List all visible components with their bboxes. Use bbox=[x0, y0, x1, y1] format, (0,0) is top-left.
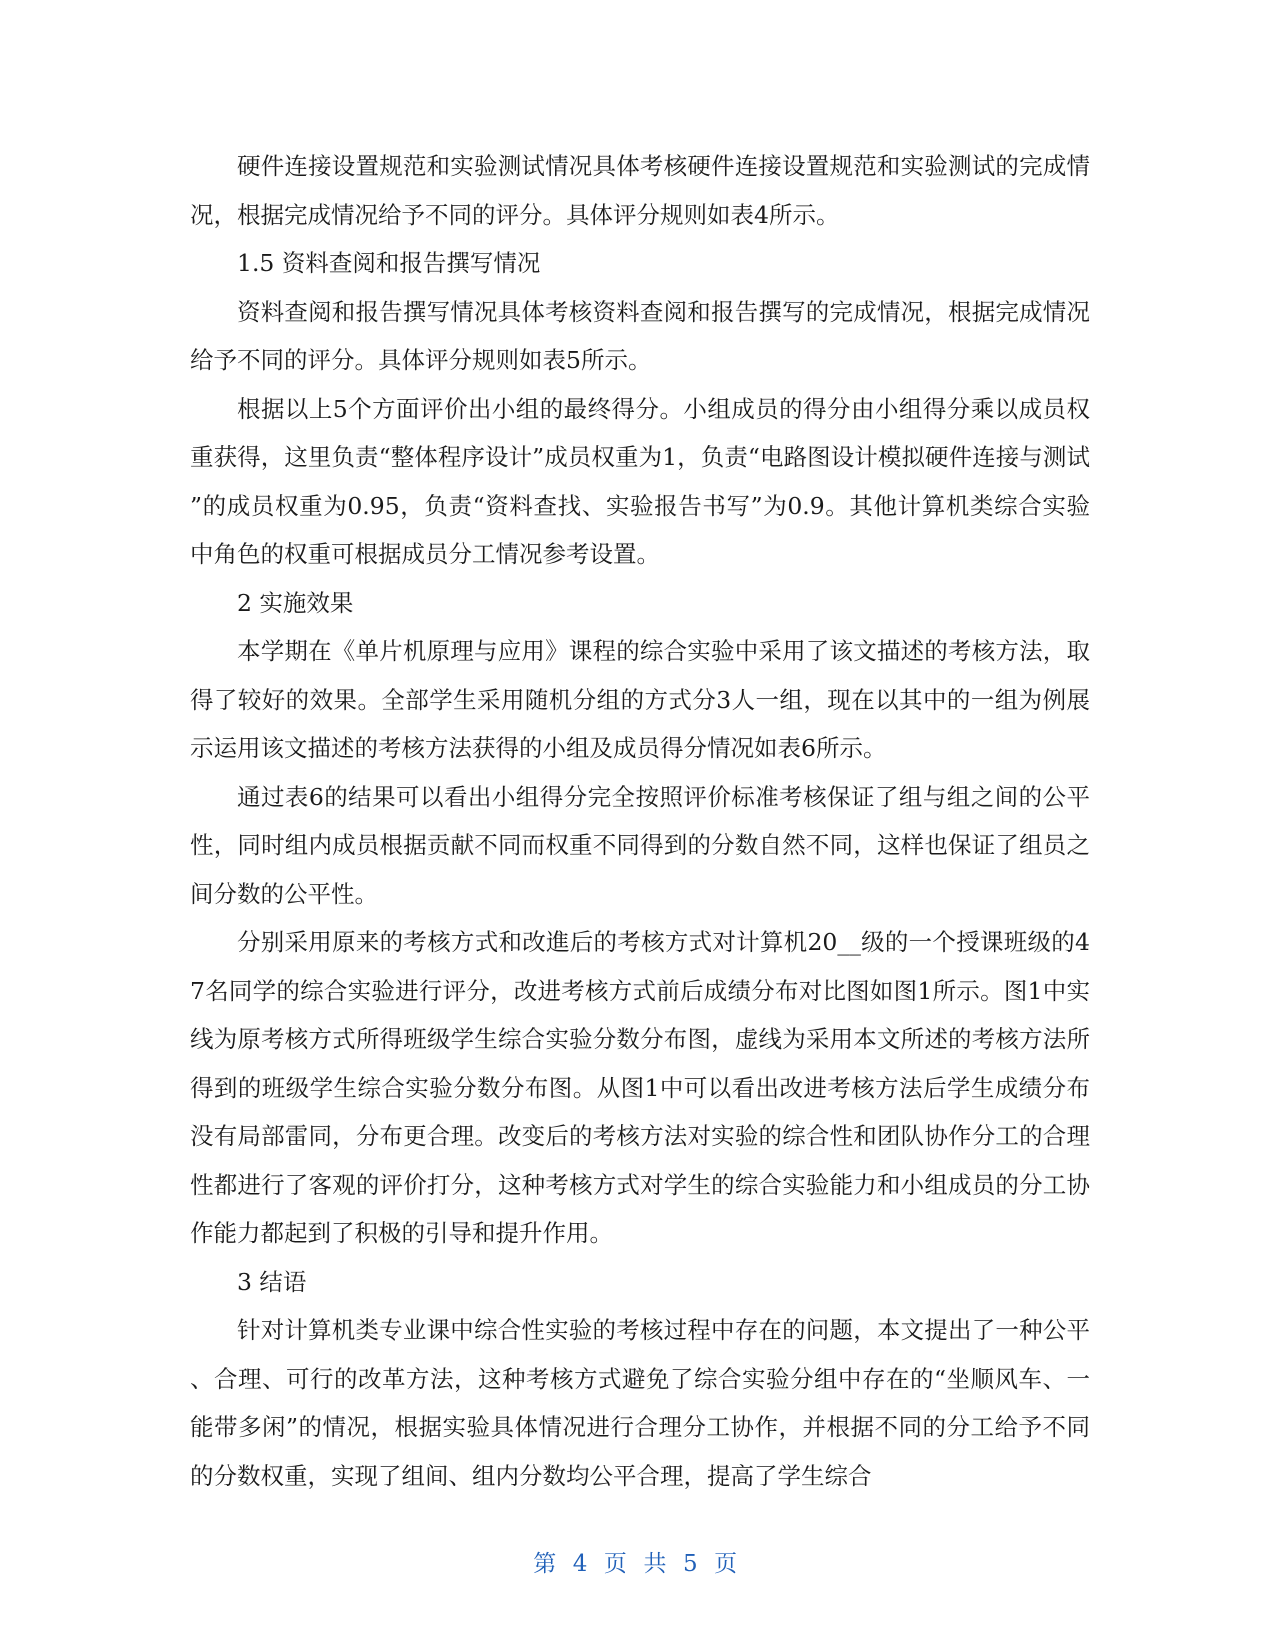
body-paragraph: 根据以上5个方面评价出小组的最终得分。小组成员的得分由小组得分乘以成员权重获得，这里负责“整体程序设计”成员权重为1，负责“电路图设计模拟硬件连接与测试”的成员权重为0.95，负责“资料查找、实验报告书写”为0.9。其他计算机类综合实验中角色的权重可根据成员分工情况参考设置。 bbox=[190, 394, 1090, 568]
page-number-label: 第 4 页 共 5 页 bbox=[533, 1551, 742, 1577]
body-paragraph: 针对计算机类专业课中综合性实验的考核过程中存在的问题，本文提出了一种公平、合理、可行的改革方法，这种考核方式避免了综合实验分组中存在的“坐顺风车、一能带多闲”的情况，根据实验具体情况进行合理分工协作，并根据不同的分工给予不同的分数权重，实现了组间、组内分数均公平合理，提高了学生综合 bbox=[190, 1316, 1090, 1490]
section-heading: 3 结语 bbox=[237, 1267, 307, 1296]
body-paragraph: 分别采用原来的考核方式和改進后的考核方式对计算机20__级的一个授课班级的47名同学的综合实验进行评分，改进考核方式前后成绩分布对比图如图1所示。图1中实线为原考核方式所得班级学生综合实验分数分布图，虚线为采用本文所述的考核方法所得到的班级学生综合实验分数分布图。从图1中可以看出改进考核方法后学生成绩分布没有局部雷同，分布更合理。改变后的考核方法对实验的综合性和团队协作分工的合理性都进行了客观的评价打分，这种考核方式对学生的综合实验能力和小组成员的分工协作能力都起到了积极的引导和提升作用。 bbox=[190, 928, 1090, 1247]
page-footer bbox=[0, 1545, 1275, 1578]
body-paragraph: 资料查阅和报告撰写情况具体考核资料查阅和报告撰写的完成情况，根据完成情况给予不同的评分。具体评分规则如表5所示。 bbox=[190, 297, 1090, 374]
section-heading: 1.5 资料查阅和报告撰写情况 bbox=[237, 249, 541, 277]
document-body bbox=[190, 142, 1090, 1500]
body-paragraph: 通过表6的结果可以看出小组得分完全按照评价标准考核保证了组与组之间的公平性，同时组内成员根据贡献不同而权重不同得到的分数自然不同，这样也保证了组员之间分数的公平性。 bbox=[190, 782, 1090, 908]
body-paragraph: 硬件连接设置规范和实验测试情况具体考核硬件连接设置规范和实验测试的完成情况，根据完成情况给予不同的评分。具体评分规则如表4所示。 bbox=[190, 152, 1090, 229]
section-heading: 2 实施效果 bbox=[237, 588, 354, 617]
body-paragraph: 本学期在《单片机原理与应用》课程的综合实验中采用了该文描述的考核方法，取得了较好的效果。全部学生采用随机分组的方式分3人一组，现在以其中的一组为例展示运用该文描述的考核方法获得的小组及成员得分情况如表6所示。 bbox=[190, 637, 1090, 762]
